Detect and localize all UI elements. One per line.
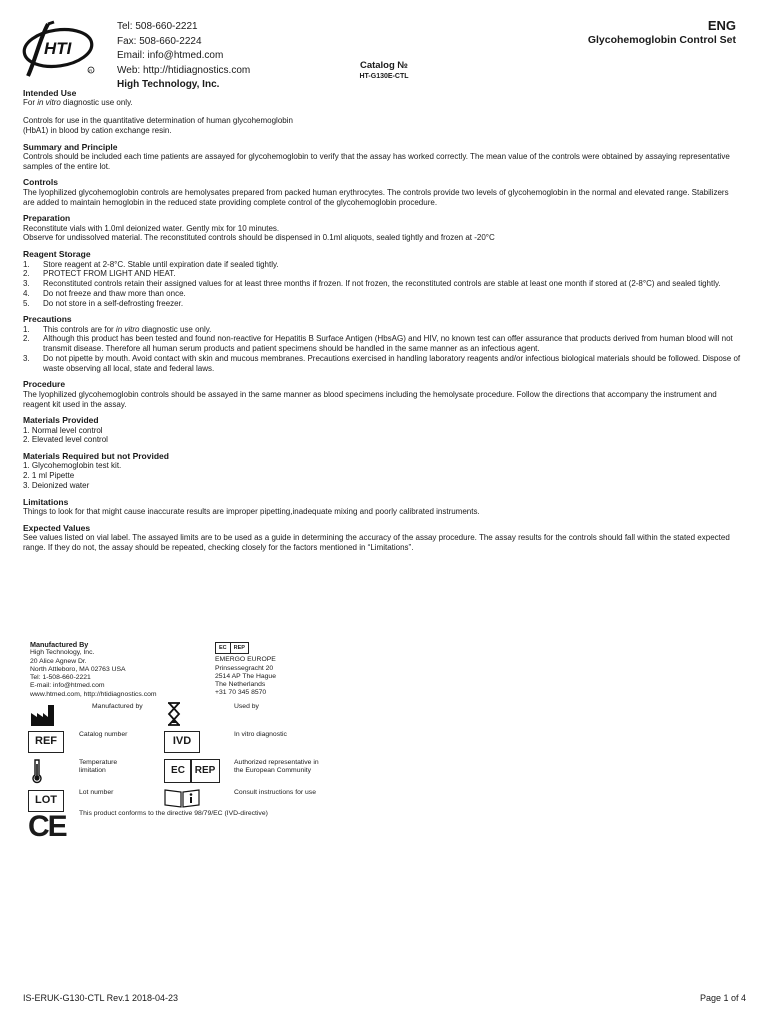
controls-heading: Controls bbox=[23, 177, 58, 188]
contact-info bbox=[117, 20, 250, 93]
ec-rep-icon bbox=[215, 642, 276, 654]
list-item bbox=[23, 334, 741, 354]
catalog-code: HT-G130E-CTL bbox=[359, 72, 409, 80]
company-logo bbox=[18, 18, 98, 80]
manufacturer-line: www.htmed.com, http://htidiagnostics.com bbox=[30, 690, 157, 698]
preparation-line1: Reconstitute vials with 1.0ml deionized water. Gently mix for 10 minutes. bbox=[23, 223, 280, 233]
thermometer-icon bbox=[30, 758, 44, 784]
catalog-label: Catalog № bbox=[359, 60, 409, 71]
list-number: 1. bbox=[23, 259, 30, 269]
document-id: IS-ERUK-G130-CTL Rev.1 2018-04-23 bbox=[23, 993, 179, 1003]
list-number: 3. bbox=[23, 279, 30, 289]
hti-logo-icon bbox=[18, 18, 98, 80]
summary-heading: Summary and Principle bbox=[23, 141, 118, 152]
limitations-text: Things to look for that might cause inaccurate results are improper pipetting,inadequate mixing and poorly calibrated instruments. bbox=[23, 507, 480, 517]
ec-rep-line: EMERGO EUROPE bbox=[215, 656, 276, 664]
logo-text: HTI bbox=[44, 39, 72, 58]
manufacturer-block bbox=[30, 641, 157, 699]
list-number: 4. bbox=[23, 288, 30, 298]
manufactured-by-label: Manufactured by bbox=[92, 703, 143, 710]
document-body bbox=[23, 88, 741, 553]
ivd-icon: IVD bbox=[164, 731, 200, 753]
list-item: 1. Glycohemoglobin test kit. bbox=[23, 461, 122, 471]
authorized-rep-label bbox=[234, 759, 319, 776]
temperature-line1: Temperature bbox=[79, 759, 118, 766]
ec-rep-block bbox=[215, 642, 276, 698]
list-text: Store reagent at 2-8°C. Stable until expiration date if sealed tightly. bbox=[43, 259, 279, 269]
ec-rep-box-ec: EC bbox=[215, 642, 231, 654]
catalog-number-label: Catalog number bbox=[79, 731, 128, 738]
product-title: Glycohemoglobin Control Set bbox=[587, 34, 736, 46]
book-info-icon bbox=[164, 788, 200, 808]
list-text: Do not freeze and thaw more than once. bbox=[43, 288, 186, 298]
limitations-heading: Limitations bbox=[23, 496, 69, 507]
conformity-statement: This product conforms to the directive 98/79/EC (IVD-directive) bbox=[79, 810, 268, 817]
procedure-text: The lyophilized glycohemoglobin controls should be assayed in the same manner as blood specimens including the hemolysate procedure. Follow the directions that accompany the instrument and reagent kit used in the assay. bbox=[23, 389, 717, 409]
manufacturer-heading: Manufactured By bbox=[30, 640, 89, 649]
summary-text: Controls should be included each time patients are assayed for glycohemoglobin to verify that the assay has worked correctly. The mean value of the controls were obtained by assaying representative samples of the entire lot. bbox=[23, 151, 730, 171]
temperature-line2: limitation bbox=[79, 767, 106, 775]
intended-use-line3: (HbA1) in blood by cation exchange resin. bbox=[23, 125, 172, 135]
list-number: 1. bbox=[23, 324, 30, 334]
list-text: Do not store in a self-defrosting freezer. bbox=[43, 298, 184, 308]
intended-use-pre: For bbox=[23, 98, 38, 108]
consult-label: Consult instructions for use bbox=[234, 789, 316, 796]
contact-tel: Tel: 508-660-2221 bbox=[117, 21, 198, 32]
list-item bbox=[23, 289, 741, 299]
list-item bbox=[23, 269, 741, 279]
list-text bbox=[43, 325, 741, 335]
manufacturer-line: High Technology, Inc. bbox=[30, 649, 95, 657]
list-number: 2. bbox=[23, 334, 30, 344]
procedure-heading: Procedure bbox=[23, 379, 66, 390]
ec-rep-line: The Netherlands bbox=[215, 681, 266, 689]
ec-rep-line: 2514 AP The Hague bbox=[215, 672, 276, 680]
precaution-em: in vitro bbox=[115, 324, 140, 334]
storage-list bbox=[23, 260, 741, 309]
list-item bbox=[23, 354, 741, 374]
auth-rep-line2: the European Community bbox=[234, 767, 312, 775]
intended-use-line2: Controls for use in the quantitative determination of human glycohemoglobin bbox=[23, 116, 293, 126]
preparation-heading: Preparation bbox=[23, 213, 71, 224]
expected-values-heading: Expected Values bbox=[23, 522, 91, 533]
lot-number-label: Lot number bbox=[79, 789, 114, 796]
list-item: 1. Normal level control bbox=[23, 425, 103, 435]
list-number: 3. bbox=[23, 353, 30, 363]
contact-web: Web: http://htidiagnostics.com bbox=[117, 64, 251, 76]
company-name: High Technology, Inc. bbox=[117, 79, 220, 90]
list-item bbox=[23, 299, 741, 309]
ce-mark-icon: CE bbox=[28, 810, 66, 843]
language-code: ENG bbox=[707, 18, 736, 33]
manufacturer-line: E-mail: info@htmed.com bbox=[30, 682, 105, 690]
manufacturer-line: North Attleboro, MA 02763 USA bbox=[30, 665, 126, 673]
list-number: 2. bbox=[23, 269, 30, 279]
intended-use-post: diagnostic use only. bbox=[60, 98, 133, 108]
factory-icon bbox=[30, 703, 56, 727]
in-vitro-label: In vitro diagnostic bbox=[234, 731, 287, 738]
ec-rep-line: Prinsessegracht 20 bbox=[215, 664, 274, 672]
lot-icon: LOT bbox=[28, 790, 64, 812]
preparation-line2: Observe for undissolved material. The reconstituted controls should be dispensed in 0.1ml aliquots, sealed tightly and frozen at -20°C bbox=[23, 233, 495, 243]
precautions-heading: Precautions bbox=[23, 314, 72, 325]
materials-provided-heading: Materials Provided bbox=[23, 415, 99, 426]
ec-rep-line: +31 70 345 8570 bbox=[215, 689, 267, 697]
intended-use-line1 bbox=[23, 98, 741, 108]
temperature-label bbox=[79, 759, 117, 776]
svg-text:R: R bbox=[89, 68, 93, 73]
contact-fax: Fax: 508-660-2224 bbox=[117, 35, 202, 47]
storage-heading: Reagent Storage bbox=[23, 249, 91, 260]
contact-email: Email: info@htmed.com bbox=[117, 50, 224, 61]
intended-use-heading: Intended Use bbox=[23, 88, 77, 98]
manufacturer-line: Tel: 1-508-660-2221 bbox=[30, 674, 91, 682]
list-text: Although this product has been tested and found non-reactive for Hepatitis B Surface Antigen (HbsAG) and HIV, no known test can offer assurance that products derived from human blood will not transmit disease. Therefore all human serum products and patient specimens should be handled in the same manner as an infectious agent. bbox=[43, 334, 733, 354]
list-text: PROTECT FROM LIGHT AND HEAT. bbox=[43, 269, 176, 279]
expected-values-text: See values listed on vial label. The assayed limits are to be used as a guide in determining the accuracy of the assay procedure. The assay results for the controls should fall within the stated expected range. If they do not, the assay should be repeated, checking closely for the factors mentioned in “Limitations”. bbox=[23, 533, 730, 552]
materials-provided-list bbox=[23, 426, 741, 446]
list-text: Reconstituted controls retain their assigned values for at least three months if frozen. If not frozen, the reconstituted controls are stable at least one month if stored at (2-8°C) and sealed tightly. bbox=[43, 279, 721, 289]
ec-icon: EC bbox=[164, 759, 192, 783]
controls-text: The lyophilized glycohemoglobin controls are hemolysates prepared from packed human erythrocytes. The controls provide two levels of glycohemoglobin in the normal and elevated range. Stabilizers are added to maintain hemoglobin in the reduced state providing complete control of the glycohemoglobin procedure. bbox=[23, 187, 729, 207]
rep-icon: REP bbox=[190, 759, 220, 783]
list-item bbox=[23, 325, 741, 335]
list-item: 2. Elevated level control bbox=[23, 435, 108, 445]
materials-required-heading: Materials Required but not Provided bbox=[23, 451, 169, 462]
list-item bbox=[23, 260, 741, 270]
list-number: 5. bbox=[23, 298, 30, 308]
catalog-block bbox=[344, 60, 424, 81]
precaution-pre: This controls are for bbox=[43, 324, 116, 334]
manufacturer-line: 20 Alice Agnew Dr. bbox=[30, 657, 87, 665]
used-by-label: Used by bbox=[234, 703, 259, 710]
list-item: 3. Deionized water bbox=[23, 480, 90, 490]
intended-use-em: in vitro bbox=[37, 98, 61, 108]
list-text: Do not pipette by mouth. Avoid contact with skin and mucous membranes. Precautions exercised in handling laboratory reagents and/or infectious biological materials should be followed. Dispose of waste observing all local, state and federal laws. bbox=[43, 353, 741, 373]
list-item: 2. 1 ml Pipette bbox=[23, 471, 75, 481]
page-number: Page 1 of 4 bbox=[699, 993, 746, 1003]
precautions-list bbox=[23, 325, 741, 374]
hourglass-icon bbox=[167, 702, 181, 726]
ref-icon: REF bbox=[28, 731, 64, 753]
materials-required-list bbox=[23, 461, 741, 490]
auth-rep-line1: Authorized representative in bbox=[234, 759, 319, 766]
list-item bbox=[23, 279, 741, 289]
precaution-post: diagnostic use only. bbox=[139, 324, 212, 334]
ec-rep-box-rep: REP bbox=[231, 642, 249, 654]
